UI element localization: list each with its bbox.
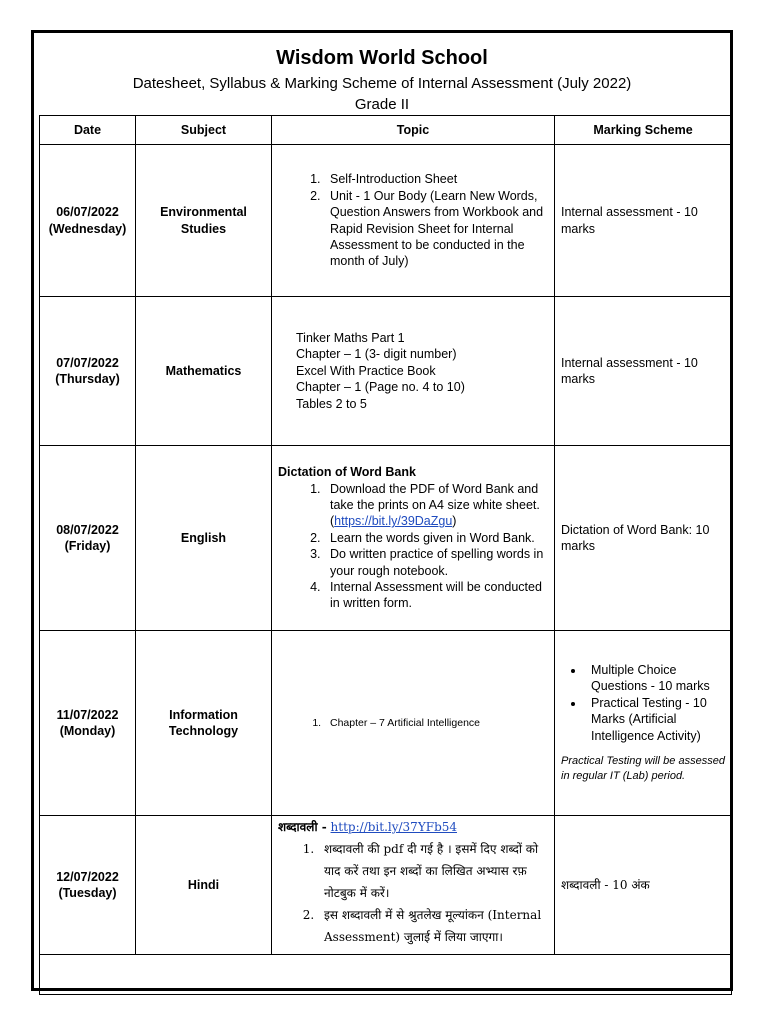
day-value: (Thursday) — [55, 372, 120, 386]
date-value: 12/07/2022 — [56, 869, 119, 884]
topic-list — [278, 481, 548, 612]
marking-cell: Internal assessment - 10 marks — [555, 297, 732, 446]
date-cell — [40, 145, 136, 297]
topic-cell — [272, 631, 555, 816]
topic-list — [278, 715, 548, 731]
day-value: (Wednesday) — [48, 221, 127, 236]
topic-line: Excel With Practice Book — [296, 363, 436, 378]
day-value: (Monday) — [59, 724, 116, 738]
topic-item: 2. Learn the words given in Word Bank. — [324, 530, 548, 546]
marking-item: • Multiple Choice Questions - 10 marks — [585, 662, 725, 695]
topic-item-close: ) — [452, 514, 457, 529]
topic-item: 3. Do written practice of spelling words in your rough notebook. — [324, 546, 548, 579]
topic-item: 1. शब्दावली की pdf दी गई है । इसमें दिए शब्दों को याद करें तथा इन शब्दों का लिखित अभ्यास रफ़ नोटबुक में करें। — [318, 838, 548, 904]
subject-cell: Information Technology — [136, 631, 272, 816]
column-header-date: Date — [40, 116, 136, 145]
school-title: Wisdom World School — [276, 47, 488, 69]
subject-cell: Environmental Studies — [136, 145, 272, 297]
table-row — [40, 816, 732, 955]
date-value: 11/07/2022 — [56, 707, 119, 722]
topic-cell — [272, 446, 555, 631]
empty-cell — [40, 955, 732, 995]
column-header-topic: Topic — [272, 116, 555, 145]
topic-heading-line — [278, 816, 548, 838]
grade-label: Grade II — [354, 96, 410, 113]
date-cell — [40, 297, 136, 446]
marking-list — [561, 662, 725, 744]
date-value: 06/07/2022 — [56, 205, 119, 220]
table-row — [40, 631, 732, 816]
document-subtitle: Datesheet, Syllabus & Marking Scheme of Internal Assessment (July 2022) — [132, 75, 632, 92]
marking-cell: Internal assessment - 10 marks — [555, 145, 732, 297]
column-header-marking-scheme: Marking Scheme — [555, 116, 732, 145]
word-bank-link[interactable]: https://bit.ly/39DaZgu — [334, 514, 453, 529]
subject-cell: Hindi — [136, 816, 272, 955]
topic-heading: Dictation of Word Bank — [278, 465, 416, 480]
date-cell — [40, 446, 136, 631]
topic-item — [324, 481, 548, 530]
subject-cell: English — [136, 446, 272, 631]
topic-cell — [272, 816, 555, 955]
topic-item: 2. इस शब्दावली में से श्रुतलेख मूल्यांकन (Internal Assessment) जुलाई में लिया जाएगा। — [318, 904, 548, 948]
topic-cell — [272, 297, 555, 446]
hindi-word-bank-link[interactable]: http://bit.ly/37YFb54 — [330, 820, 458, 834]
date-cell — [40, 631, 136, 816]
date-value: 07/07/2022 — [56, 355, 119, 370]
topic-item-text: Download the PDF of Word Bank and take the prints on A4 size white sheet. ( — [330, 481, 540, 529]
topic-line: Tables 2 to 5 — [296, 396, 367, 411]
topic-line: Chapter – 1 (Page no. 4 to 10) — [296, 380, 465, 395]
datesheet-table — [39, 115, 732, 995]
table-row — [40, 297, 732, 446]
topic-item: 1. Self-Introduction Sheet — [324, 171, 548, 187]
topic-item: 1. Chapter – 7 Artificial Intelligence — [324, 715, 548, 731]
topic-item: 4. Internal Assessment will be conducted in written form. — [324, 579, 548, 612]
date-cell — [40, 816, 136, 955]
table-header-row — [40, 116, 732, 145]
topic-heading: शब्दावली - — [278, 820, 327, 834]
page-frame — [31, 30, 733, 991]
marking-note: Practical Testing will be assessed in regular IT (Lab) period. — [561, 755, 725, 783]
date-value: 08/07/2022 — [56, 522, 119, 537]
table-row — [40, 145, 732, 297]
empty-row — [40, 955, 732, 995]
topic-line: Chapter – 1 (3- digit number) — [296, 347, 457, 362]
topic-line: Tinker Maths Part 1 — [296, 330, 405, 345]
topic-list — [278, 838, 548, 948]
marking-cell: शब्दावली - 10 अंक — [555, 816, 732, 955]
day-value: (Friday) — [64, 539, 111, 553]
day-value: (Tuesday) — [58, 886, 117, 900]
marking-item: • Practical Testing - 10 Marks (Artificial Intelligence Activity) — [585, 695, 725, 744]
topic-item: 2. Unit - 1 Our Body (Learn New Words, Question Answers from Workbook and Rapid Revision Sheet for Internal Assessment to be conducted in the month of July) — [324, 188, 548, 270]
subject-cell: Mathematics — [136, 297, 272, 446]
marking-cell — [555, 631, 732, 816]
marking-cell: Dictation of Word Bank: 10 marks — [555, 446, 732, 631]
column-header-subject: Subject — [136, 116, 272, 145]
topic-cell — [272, 145, 555, 297]
table-row — [40, 446, 732, 631]
topic-list — [278, 171, 548, 269]
